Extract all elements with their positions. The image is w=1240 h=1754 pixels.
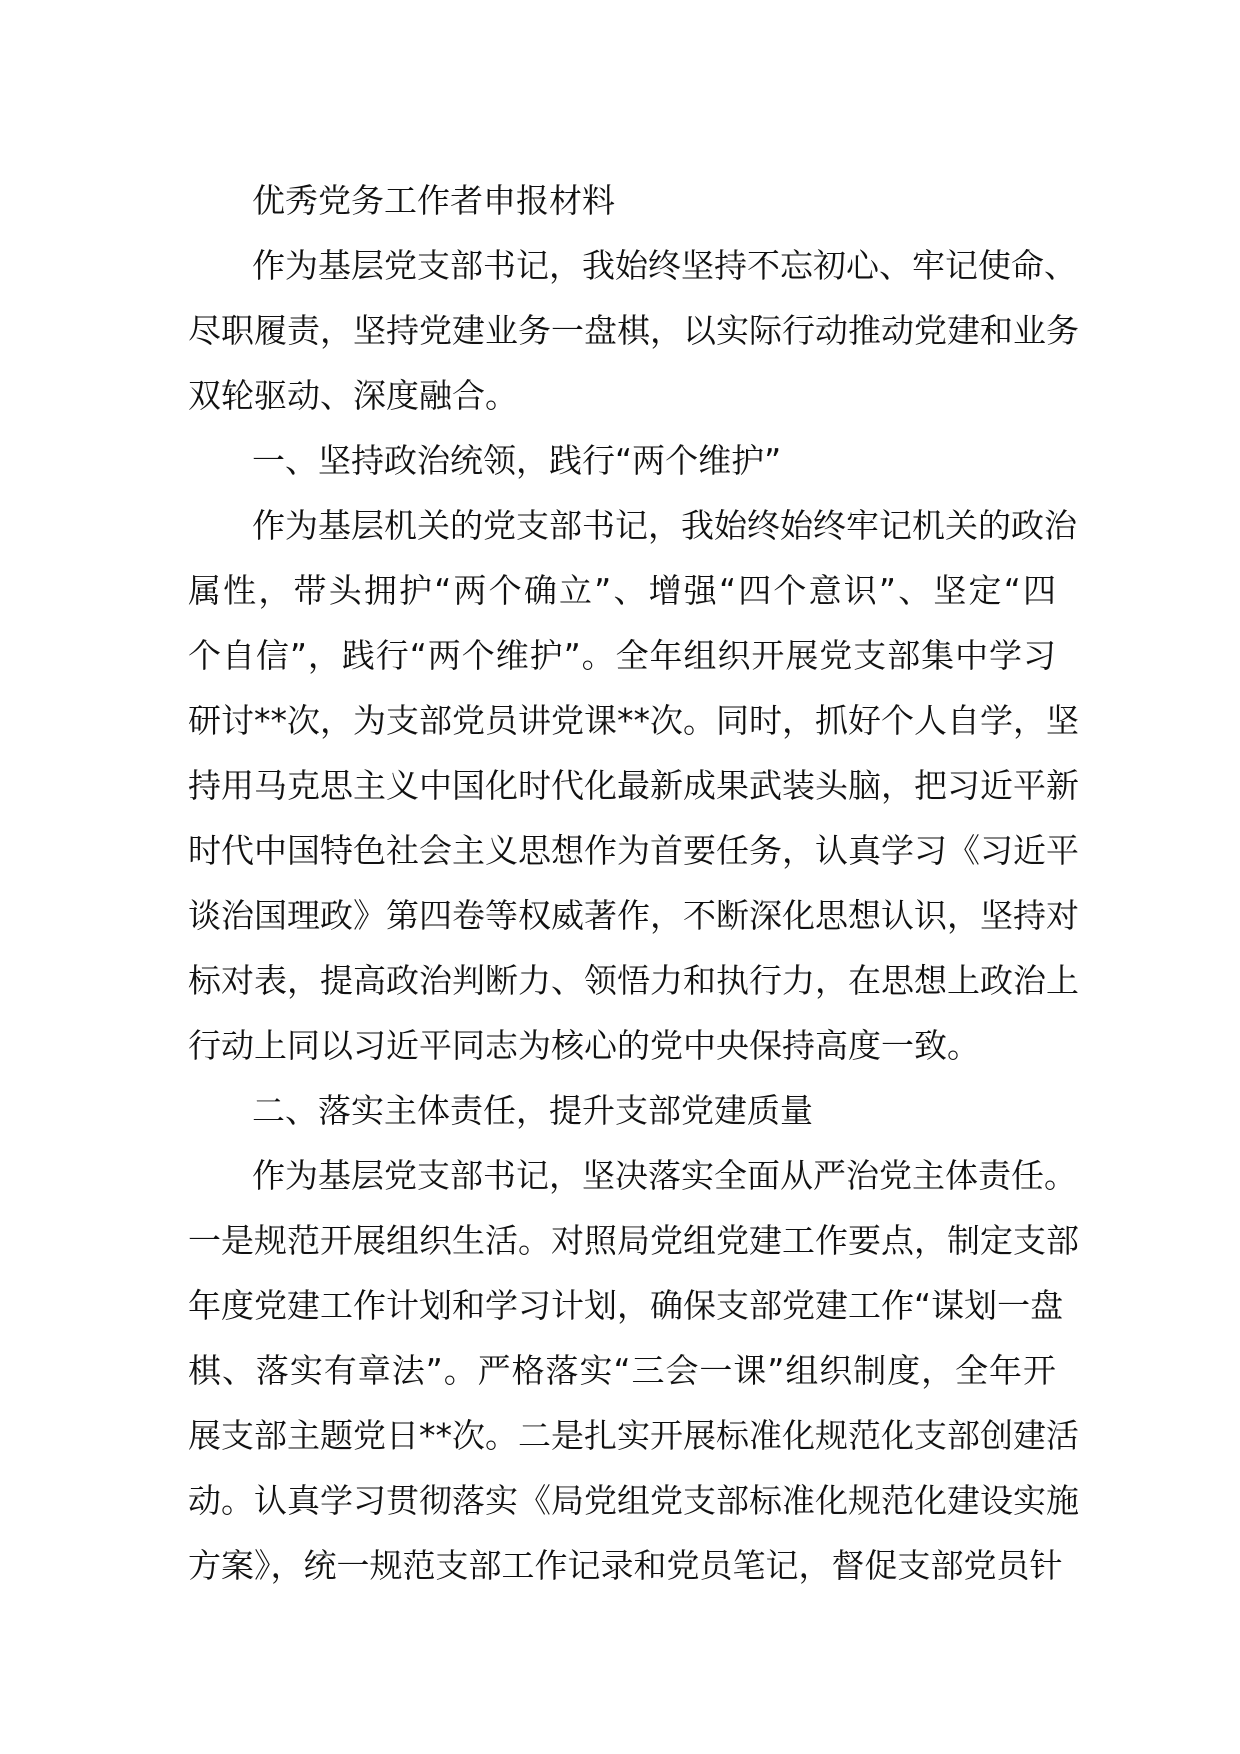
- text-line: 研讨**次，为支部党员讲党课**次。同时，抓好个人自学，坚: [188, 701, 1079, 740]
- text-line: 二、落实主体责任，提升支部党建质量: [252, 1091, 813, 1130]
- text-line: 持用马克思主义中国化时代化最新成果武装头脑，把习近平新: [188, 766, 1079, 805]
- text-line: 作为基层党支部书记，我始终坚持不忘初心、牢记使命、: [252, 246, 1077, 285]
- text-line: 谈治国理政》第四卷等权威著作，不断深化思想认识，坚持对: [188, 896, 1079, 935]
- text-line: 时代中国特色社会主义思想作为首要任务，认真学习《习近平: [188, 831, 1079, 870]
- text-line: 标对表，提高政治判断力、领悟力和执行力，在思想上政治上: [188, 961, 1079, 1000]
- text-line: 个自信”，践行“两个维护”。全年组织开展党支部集中学习: [188, 636, 1056, 675]
- text-line: 尽职履责，坚持党建业务一盘棋，以实际行动推动党建和业务: [188, 311, 1079, 350]
- document-body: [188, 233, 1079, 1598]
- text-line: 动。认真学习贯彻落实《局党组党支部标准化规范化建设实施: [188, 1481, 1079, 1520]
- text-line: 双轮驱动、深度融合。: [188, 376, 518, 415]
- document-page: [188, 168, 1079, 1598]
- text-line: 一是规范开展组织生活。对照局党组党建工作要点，制定支部: [188, 1221, 1079, 1260]
- text-line: 行动上同以习近平同志为核心的党中央保持高度一致。: [188, 1026, 980, 1065]
- text-line: 一、坚持政治统领，践行“两个维护”: [252, 441, 782, 480]
- text-line: 属性，带头拥护“两个确立”、增强“四个意识”、坚定“四: [188, 571, 1056, 610]
- text-line: 作为基层党支部书记，坚决落实全面从严治党主体责任。: [252, 1156, 1077, 1195]
- text-line: 年度党建工作计划和学习计划，确保支部党建工作“谋划一盘: [188, 1286, 1064, 1325]
- text-line: 棋、落实有章法”。严格落实“三会一课”组织制度，全年开: [188, 1351, 1056, 1390]
- text-line: 展支部主题党日**次。二是扎实开展标准化规范化支部创建活: [188, 1416, 1079, 1455]
- text-line: 作为基层机关的党支部书记，我始终始终牢记机关的政治: [252, 506, 1077, 545]
- document-title: 优秀党务工作者申报材料: [252, 181, 615, 220]
- text-line: 方案》，统一规范支部工作记录和党员笔记，督促支部党员针: [188, 1546, 1063, 1585]
